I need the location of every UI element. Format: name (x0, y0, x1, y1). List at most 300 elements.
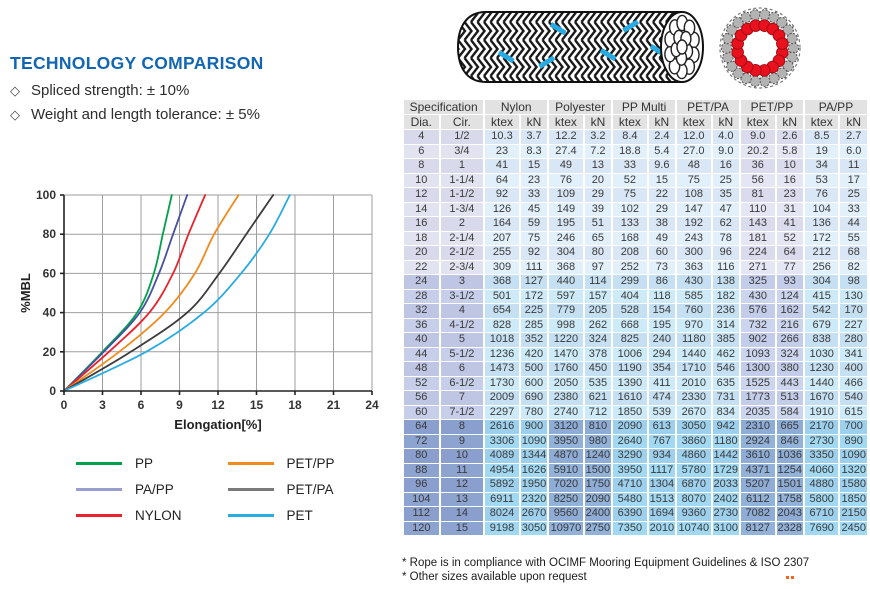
table-cell: 7082 (741, 507, 775, 521)
table-cell: 1910 (805, 406, 839, 420)
legend-label: NYLON (135, 507, 182, 523)
table-cell: 266 (777, 333, 803, 347)
table-cell: 65 (585, 232, 611, 246)
svg-text:24: 24 (365, 398, 379, 412)
table-cell: 1220 (549, 333, 583, 347)
table-cell: 1/2 (441, 130, 484, 144)
table-cell: 64 (485, 174, 519, 188)
table-cell: 73 (649, 261, 675, 275)
table-cell: 1694 (649, 507, 675, 519)
table-cell: 14 (441, 507, 484, 521)
table-cell: 2050 (549, 377, 583, 391)
table-row (404, 217, 867, 231)
table-cell: 9560 (549, 507, 583, 521)
table-cell: 513 (777, 391, 803, 405)
table-cell: 16 (713, 159, 739, 173)
table-cell: 474 (649, 391, 675, 405)
table-cell: 2-1/2 (441, 246, 484, 260)
table-cell: 3050 (677, 420, 711, 434)
table-cell: 102 (613, 203, 647, 217)
table-cell: 810 (585, 420, 611, 434)
table-cell: 1501 (777, 478, 802, 490)
svg-text:18: 18 (288, 398, 302, 412)
table-cell: 23 (777, 188, 803, 202)
table-cell: 33 (613, 159, 647, 173)
table-cell: 690 (521, 391, 547, 405)
table-cell: 16 (404, 217, 439, 231)
svg-text:100: 100 (35, 188, 56, 202)
column-subheader: kN (585, 115, 611, 129)
column-subheader: ktex (741, 115, 775, 129)
table-cell: 700 (840, 420, 867, 434)
column-group-header: PET/PP (741, 100, 803, 114)
table-cell: 49 (649, 232, 675, 246)
chart-legend (76, 450, 335, 528)
table-row (404, 203, 867, 217)
table-cell: 1090 (841, 449, 866, 461)
column-subheader: ktex (485, 115, 519, 129)
bullet-item (10, 106, 260, 123)
table-cell: 5780 (677, 464, 711, 478)
diamond-bullet-icon: ◇ (10, 83, 20, 98)
legend-line-swatch (228, 462, 274, 465)
table-row (404, 188, 867, 202)
table-cell: 2.6 (777, 130, 803, 144)
table-cell: 352 (521, 333, 547, 347)
table-cell: 108 (677, 188, 711, 202)
table-cell: 10 (777, 159, 803, 173)
table-cell: 314 (713, 319, 739, 333)
table-cell: 4 (441, 304, 484, 318)
legend-line-swatch (76, 462, 122, 465)
table-cell: 216 (777, 319, 803, 333)
table-cell: 5207 (741, 478, 775, 492)
table-cell: 10740 (678, 521, 710, 534)
table-cell: 501 (485, 290, 519, 304)
table-cell: 49 (549, 159, 583, 173)
table-cell: 1773 (741, 391, 775, 405)
table-cell: 404 (613, 290, 647, 304)
table-row (404, 275, 867, 289)
table-cell: 56 (404, 391, 439, 405)
table-cell: 1750 (585, 478, 611, 490)
table-cell: 72 (404, 435, 439, 449)
table-cell: 1254 (777, 463, 802, 476)
table-cell: 7690 (805, 522, 839, 536)
table-cell: 780 (521, 406, 547, 420)
table-cell: 584 (777, 406, 803, 420)
table-cell: 1036 (777, 449, 802, 461)
table-cell: 665 (777, 420, 803, 434)
table-cell: 22 (649, 188, 675, 202)
column-subheader: kN (713, 115, 739, 129)
table-cell: 4 (404, 130, 439, 144)
table-cell: 75 (521, 232, 547, 246)
table-cell: 1236 (485, 348, 519, 362)
table-cell: 38 (649, 217, 675, 231)
table-cell: 16 (777, 174, 803, 188)
table-cell: 12.2 (549, 130, 583, 144)
table-cell: 1180 (677, 333, 711, 347)
table-cell: 12.0 (677, 130, 711, 144)
legend-item-pet-pa (228, 482, 335, 497)
table-row (404, 290, 867, 304)
table-cell: 255 (485, 246, 519, 260)
table-cell: 164 (485, 217, 519, 231)
table-cell: 368 (485, 275, 519, 289)
table-cell: 15 (521, 159, 547, 173)
table-cell: 5892 (485, 478, 519, 492)
table-cell: 208 (613, 246, 647, 260)
table-cell: 5.4 (649, 145, 675, 159)
column-subheader: kN (777, 115, 803, 129)
table-cell: 1240 (585, 449, 611, 461)
table-cell: 12 (441, 478, 484, 492)
table-cell: 55 (840, 232, 867, 246)
table-cell: 225 (521, 304, 547, 318)
legend-label: PET (286, 507, 313, 523)
table-cell: 18.8 (613, 145, 647, 159)
table-cell: 127 (521, 275, 547, 289)
table-cell: 2402 (713, 492, 739, 505)
table-cell: 1304 (649, 478, 675, 490)
table-cell: 2400 (585, 507, 611, 519)
table-cell: 154 (649, 304, 675, 318)
table-cell: 411 (649, 377, 675, 391)
table-cell: 2670 (521, 507, 547, 519)
table-cell: 9198 (485, 522, 519, 536)
column-group-header: Specification (404, 100, 483, 114)
table-cell: 9.0 (713, 145, 739, 159)
table-cell: 40 (404, 333, 439, 347)
table-cell: 44 (840, 217, 867, 231)
table-cell: 9.0 (741, 130, 775, 144)
table-cell: 60 (649, 246, 675, 260)
table-cell: 902 (741, 333, 775, 347)
table-cell: 136 (805, 217, 839, 231)
table-cell: 6390 (613, 507, 647, 521)
table-cell: 2616 (485, 420, 519, 434)
table-cell: 1440 (677, 348, 711, 362)
table-cell: 462 (713, 348, 739, 362)
legend-item-pp (76, 456, 182, 471)
table-cell: 3120 (549, 420, 583, 434)
svg-text:3: 3 (99, 398, 106, 412)
table-cell: 98 (840, 275, 867, 289)
table-cell: 2150 (841, 507, 866, 519)
legend-item-pa-pp (76, 482, 182, 497)
table-cell: 3050 (521, 521, 547, 534)
table-cell: 5-1/2 (441, 348, 484, 362)
table-cell: 7020 (549, 478, 583, 492)
table-cell: 81 (741, 188, 775, 202)
table-cell: 8127 (741, 522, 775, 536)
table-cell: 130 (840, 290, 867, 304)
table-cell: 2-3/4 (441, 261, 484, 275)
table-cell: 1513 (649, 492, 675, 505)
table-cell: 2328 (777, 521, 802, 534)
inner-core-strands (732, 20, 788, 76)
column-group-header: PA/PP (805, 100, 867, 114)
table-cell: 31 (777, 203, 803, 217)
table-cell: 41 (485, 159, 519, 173)
table-cell: 10 (441, 449, 484, 463)
table-cell: 207 (485, 232, 519, 246)
table-cell: 5.8 (777, 145, 803, 159)
table-cell: 6112 (741, 493, 775, 507)
table-cell: 430 (677, 275, 711, 289)
table-cell: 1-1/4 (441, 174, 484, 188)
table-cell: 86 (649, 275, 675, 289)
table-cell: 172 (805, 232, 839, 246)
braided-rope-illustration (450, 4, 706, 92)
table-row (404, 232, 867, 246)
table-cell: 3306 (485, 435, 519, 449)
table-cell: 341 (840, 348, 867, 362)
table-cell: 1710 (677, 362, 711, 376)
table-cell: 9 (441, 435, 484, 449)
table-cell: 539 (649, 406, 675, 420)
table-cell: 10970 (550, 521, 582, 534)
table-cell: 1390 (613, 377, 647, 391)
svg-text:6: 6 (137, 398, 145, 412)
table-cell: 20.2 (741, 145, 775, 159)
table-cell: 1093 (741, 348, 775, 362)
table-cell: 13 (441, 493, 484, 507)
table-row (404, 159, 867, 173)
table-cell: 6 (404, 145, 439, 159)
table-row (404, 261, 867, 275)
table-cell: 2043 (777, 507, 802, 519)
table-cell: 17 (840, 174, 867, 188)
legend-label: PP (135, 455, 154, 471)
table-cell: 39 (585, 203, 611, 217)
table-cell: 92 (521, 246, 547, 260)
table-cell: 47 (713, 203, 739, 217)
table-cell: 2740 (549, 406, 583, 420)
specification-table (402, 99, 869, 536)
table-row (404, 362, 867, 376)
table-cell: 6 (441, 362, 484, 376)
table-cell: 96 (713, 246, 739, 260)
table-cell: 1760 (549, 362, 583, 376)
table-cell: 104 (404, 493, 439, 507)
table-cell: 7 (441, 391, 484, 405)
table-cell: 97 (585, 261, 611, 275)
table-cell: 78 (713, 232, 739, 246)
table-cell: 271 (741, 261, 775, 275)
table-cell: 68 (840, 246, 867, 260)
table-row (404, 246, 867, 260)
table-cell: 35 (713, 188, 739, 202)
table-cell: 93 (777, 275, 803, 289)
table-cell: 2-1/4 (441, 232, 484, 246)
table-cell: 80 (404, 449, 439, 463)
table-cell: 380 (777, 362, 803, 376)
table-cell: 654 (485, 304, 519, 318)
table-cell: 11 (840, 159, 867, 173)
table-cell: 3290 (613, 449, 647, 463)
table-cell: 613 (649, 420, 675, 434)
table-cell: 998 (549, 319, 583, 333)
table-cell: 5 (441, 333, 484, 347)
legend-line-swatch (228, 488, 274, 491)
table-cell: 385 (713, 333, 739, 347)
table-cell: 246 (549, 232, 583, 246)
table-cell: 900 (521, 420, 547, 434)
table-cell: 1180 (713, 434, 738, 447)
table-cell: 60 (404, 406, 439, 420)
table-cell: 324 (777, 348, 803, 362)
rope-end-strand-bundle (665, 15, 699, 78)
table-cell: 51 (585, 217, 611, 231)
table-cell: 33 (521, 188, 547, 202)
table-cell: 732 (741, 319, 775, 333)
table-cell: 5800 (805, 493, 839, 507)
table-cell: 1320 (841, 463, 866, 476)
table-cell: 542 (805, 304, 839, 318)
table-cell: 825 (613, 333, 647, 347)
table-cell: 1030 (805, 348, 839, 362)
table-cell: 2670 (677, 406, 711, 420)
table-row (404, 522, 867, 536)
table-row (404, 464, 867, 478)
table-row (404, 391, 867, 405)
table-cell: 195 (649, 319, 675, 333)
table-cell: 20 (585, 174, 611, 188)
table-cell: 4880 (805, 478, 839, 492)
table-cell: 96 (404, 478, 439, 492)
table-cell: 6-1/2 (441, 377, 484, 391)
table-cell: 29 (649, 203, 675, 217)
table-cell: 45 (521, 203, 547, 217)
table-cell: 8.3 (521, 145, 547, 159)
table-cell: 354 (649, 362, 675, 376)
table-cell: 3/4 (441, 145, 484, 159)
table-cell: 1580 (841, 478, 866, 490)
bullet-text: Spliced strength: ± 10% (31, 82, 190, 99)
table-row (404, 420, 867, 434)
table-row (404, 493, 867, 507)
table-cell: 1440 (805, 377, 839, 391)
logo-dot (791, 576, 794, 579)
table-cell: 679 (805, 319, 839, 333)
table-cell: 500 (521, 362, 547, 376)
table-cell: 3.2 (585, 130, 611, 144)
table-cell: 170 (840, 304, 867, 318)
table-cell: 224 (741, 246, 775, 260)
table-cell: 1525 (741, 377, 775, 391)
elongation-chart-plot (18, 183, 390, 435)
table-cell: 2320 (521, 492, 547, 505)
table-cell: 2380 (549, 391, 583, 405)
table-cell: 3 (441, 275, 484, 289)
legend-label: PET/PP (286, 455, 335, 471)
table-cell: 64 (777, 246, 803, 260)
table-cell: 1758 (777, 492, 802, 505)
table-cell: 32 (404, 304, 439, 318)
column-group-header: Nylon (485, 100, 547, 114)
chart-series (64, 195, 290, 391)
table-cell: 4-1/2 (441, 319, 484, 333)
table-cell: 109 (549, 188, 583, 202)
table-cell: 2.7 (840, 130, 867, 144)
table-cell: 1850 (613, 406, 647, 420)
table-cell: 52 (777, 232, 803, 246)
page-title: TECHNOLOGY COMPARISON (10, 53, 264, 73)
table-cell: 36 (404, 319, 439, 333)
table-cell: 779 (549, 304, 583, 318)
table-cell: 890 (840, 435, 867, 449)
svg-text:12: 12 (211, 398, 225, 412)
table-cell: 8 (404, 159, 439, 173)
table-cell: 324 (585, 333, 611, 347)
table-cell: 4089 (485, 449, 519, 463)
table-cell: 262 (585, 319, 611, 333)
table-cell: 112 (404, 507, 439, 521)
table-cell: 24 (404, 275, 439, 289)
table-cell: 466 (840, 377, 867, 391)
table-cell: 7-1/2 (441, 406, 484, 420)
table-cell: 10.3 (485, 130, 519, 144)
rope-cross-section-illustration (712, 2, 808, 94)
table-cell: 10 (404, 174, 439, 188)
series-pet-pa-line (64, 195, 273, 391)
table-cell: 243 (677, 232, 711, 246)
table-cell: 116 (713, 261, 739, 275)
bullet-item (10, 82, 260, 99)
svg-text:9: 9 (176, 398, 183, 412)
table-cell: 1850 (841, 492, 866, 505)
column-subheader: ktex (805, 115, 839, 129)
table-cell: 2.4 (649, 130, 675, 144)
table-cell: 3610 (741, 449, 775, 463)
table-cell: 1344 (521, 449, 547, 461)
table-cell: 378 (585, 348, 611, 362)
table-row (404, 333, 867, 347)
table-cell: 236 (713, 304, 739, 318)
elongation-chart (18, 183, 398, 528)
table-row (404, 304, 867, 318)
table-cell: 970 (677, 319, 711, 333)
column-subheader: ktex (677, 115, 711, 129)
table-cell: 3.7 (521, 130, 547, 144)
table-cell: 162 (777, 304, 803, 318)
table-cell: 44 (404, 348, 439, 362)
table-cell: 205 (585, 304, 611, 318)
table-cell: 59 (521, 217, 547, 231)
specification-table-wrap (402, 99, 869, 536)
table-cell: 440 (549, 275, 583, 289)
table-cell: 1670 (805, 391, 839, 405)
table-cell: 942 (713, 420, 739, 434)
table-cell: 20 (404, 246, 439, 260)
table-cell: 62 (713, 217, 739, 231)
table-cell: 2640 (613, 435, 647, 449)
table-cell: 420 (521, 348, 547, 362)
series-nylon-line (64, 195, 205, 391)
table-cell: 7.2 (585, 145, 611, 159)
table-cell: 6870 (677, 478, 711, 492)
table-cell: 149 (549, 203, 583, 217)
column-subheader: ktex (549, 115, 583, 129)
table-cell: 9.6 (649, 159, 675, 173)
table-cell: 240 (649, 333, 675, 347)
table-cell: 712 (585, 406, 611, 420)
table-cell: 731 (713, 391, 739, 405)
legend-item-nylon (76, 508, 182, 523)
table-cell: 621 (585, 391, 611, 405)
